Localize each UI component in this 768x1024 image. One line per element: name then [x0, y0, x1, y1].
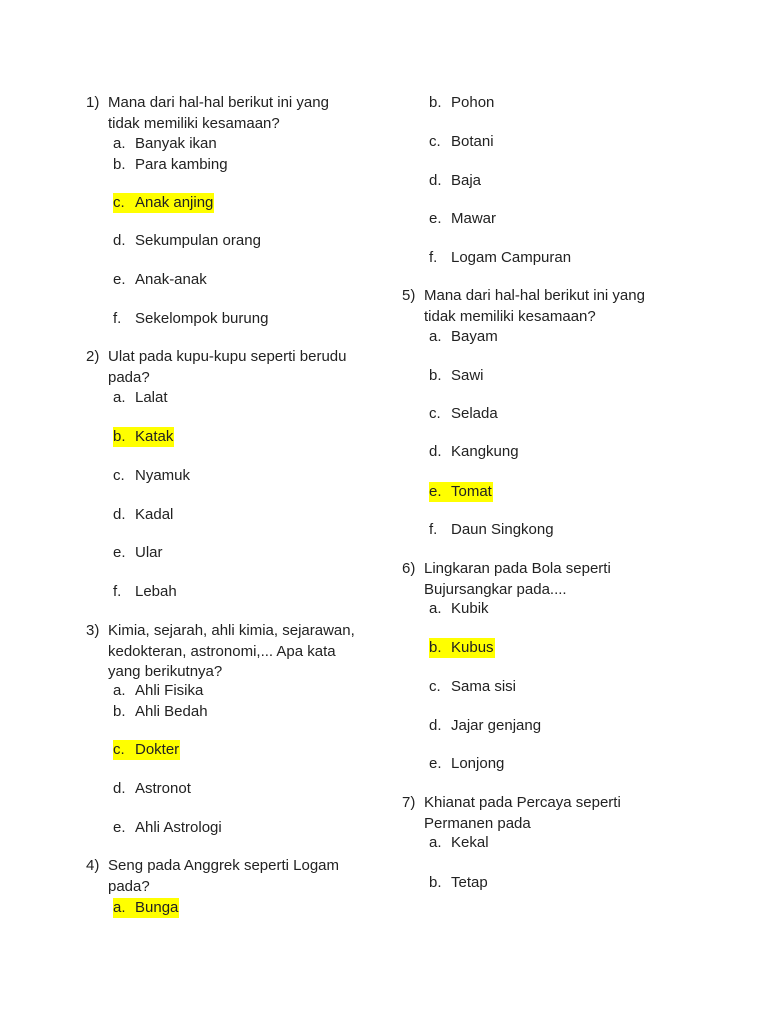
answer-option — [113, 779, 191, 799]
answer-option — [429, 677, 516, 697]
option-text: Astronot — [135, 780, 191, 797]
option-text: Lonjong — [451, 755, 505, 772]
option-text: Jajar genjang — [451, 717, 542, 734]
option-text: Katak — [135, 428, 174, 445]
option-text: Sekelompok burung — [135, 310, 269, 327]
answer-option — [113, 543, 163, 563]
option-text: Sawi — [451, 367, 484, 384]
answer-option — [429, 442, 519, 462]
question-text: Kimia, sejarah, ahli kimia, sejarawan, kedokteran, astronomi,... Apa kata yang berikutnya? — [108, 622, 355, 680]
question-text: Lingkaran pada Bola seperti Bujursangkar pada.... — [424, 560, 611, 598]
answer-option — [429, 132, 494, 152]
option-text: Lalat — [135, 389, 168, 406]
option-letter: d. — [429, 443, 442, 460]
option-letter: c. — [429, 678, 441, 695]
option-text: Kadal — [135, 506, 174, 523]
answer-option — [113, 818, 222, 838]
option-letter: b. — [429, 94, 442, 111]
answer-option — [113, 270, 207, 290]
option-text: Pohon — [451, 94, 495, 111]
question-text: Mana dari hal-hal berikut ini yang tidak memiliki kesamaan? — [424, 287, 645, 325]
answer-option — [113, 681, 203, 701]
option-text: Ular — [135, 544, 163, 561]
option-letter: e. — [429, 755, 442, 772]
question-text: Mana dari hal-hal berikut ini yang tidak memiliki kesamaan? — [108, 94, 329, 132]
answer-option — [113, 388, 168, 408]
option-letter: e. — [113, 544, 126, 561]
option-text: Ahli Astrologi — [135, 819, 222, 836]
option-letter: f. — [113, 310, 122, 327]
option-text: Tomat — [451, 483, 492, 500]
option-letter: d. — [429, 717, 442, 734]
option-text: Selada — [451, 405, 498, 422]
option-text: Kubik — [451, 600, 489, 617]
option-text: Bayam — [451, 328, 498, 345]
answer-option — [429, 248, 571, 268]
answer-option — [429, 716, 541, 736]
option-text: Mawar — [451, 210, 497, 227]
option-letter: f. — [429, 249, 438, 266]
question-number: 5) — [402, 287, 416, 304]
option-letter: a. — [113, 899, 126, 916]
option-letter: e. — [429, 210, 442, 227]
option-letter: c. — [429, 405, 441, 422]
answer-option — [113, 582, 177, 602]
answer-option-highlighted — [113, 898, 179, 918]
option-letter: a. — [429, 600, 442, 617]
option-letter: f. — [429, 521, 438, 538]
answer-option — [113, 466, 190, 486]
answer-option-highlighted — [113, 427, 174, 447]
option-text: Kangkung — [451, 443, 519, 460]
option-text: Anak-anak — [135, 271, 207, 288]
option-text: Tetap — [451, 874, 488, 891]
answer-option — [429, 754, 504, 774]
option-text: Kubus — [451, 639, 494, 656]
option-letter: f. — [113, 583, 122, 600]
option-letter: a. — [429, 328, 442, 345]
option-letter: b. — [429, 639, 442, 656]
option-text: Banyak ikan — [135, 135, 217, 152]
question-number: 1) — [86, 94, 100, 111]
question-text: Khianat pada Percaya seperti Permanen pada — [424, 794, 621, 832]
answer-option — [429, 873, 488, 893]
option-text: Ahli Bedah — [135, 703, 208, 720]
option-letter: c. — [113, 194, 125, 211]
answer-option — [113, 702, 208, 722]
answer-option — [113, 309, 268, 329]
question-text: Seng pada Anggrek seperti Logam pada? — [108, 857, 339, 895]
answer-option — [113, 155, 228, 175]
option-letter: b. — [429, 874, 442, 891]
option-letter: d. — [113, 780, 126, 797]
option-text: Daun Singkong — [451, 521, 554, 538]
option-letter: c. — [113, 467, 125, 484]
answer-option — [113, 134, 217, 154]
answer-option — [429, 209, 496, 229]
option-letter: e. — [113, 271, 126, 288]
option-text: Lebah — [135, 583, 177, 600]
option-letter: c. — [429, 133, 441, 150]
question-number: 4) — [86, 857, 100, 874]
option-text: Logam Campuran — [451, 249, 572, 266]
option-letter: a. — [113, 135, 126, 152]
question-number: 2) — [86, 348, 100, 365]
option-text: Bunga — [135, 899, 179, 916]
option-letter: a. — [429, 834, 442, 851]
answer-option — [429, 327, 498, 347]
answer-option — [429, 599, 489, 619]
option-text: Para kambing — [135, 156, 228, 173]
option-letter: a. — [113, 682, 126, 699]
answer-option — [429, 93, 494, 113]
answer-option — [113, 231, 261, 251]
option-letter: d. — [113, 232, 126, 249]
answer-option — [113, 505, 173, 525]
option-letter: b. — [113, 156, 126, 173]
option-letter: a. — [113, 389, 126, 406]
option-text: Sama sisi — [451, 678, 517, 695]
answer-option-highlighted — [113, 740, 180, 760]
option-letter: b. — [113, 703, 126, 720]
option-text: Anak anjing — [135, 194, 214, 211]
option-text: Ahli Fisika — [135, 682, 204, 699]
option-letter: d. — [429, 172, 442, 189]
option-letter: b. — [429, 367, 442, 384]
option-text: Dokter — [135, 741, 180, 758]
question-text: Ulat pada kupu-kupu seperti berudu pada? — [108, 348, 347, 386]
option-letter: d. — [113, 506, 126, 523]
option-text: Baja — [451, 172, 482, 189]
answer-option — [429, 404, 498, 424]
question-number: 3) — [86, 622, 100, 639]
option-letter: e. — [429, 483, 442, 500]
option-text: Botani — [451, 133, 494, 150]
answer-option — [429, 520, 554, 540]
answer-option — [429, 366, 484, 386]
question-number: 7) — [402, 794, 416, 811]
option-text: Sekumpulan orang — [135, 232, 261, 249]
option-text: Nyamuk — [135, 467, 191, 484]
option-letter: c. — [113, 741, 125, 758]
option-text: Kekal — [451, 834, 489, 851]
answer-option-highlighted — [429, 638, 495, 658]
option-letter: e. — [113, 819, 126, 836]
answer-option-highlighted — [113, 193, 214, 213]
answer-option — [429, 171, 481, 191]
answer-option — [429, 833, 489, 853]
option-letter: b. — [113, 428, 126, 445]
question-number: 6) — [402, 560, 416, 577]
answer-option-highlighted — [429, 482, 493, 502]
